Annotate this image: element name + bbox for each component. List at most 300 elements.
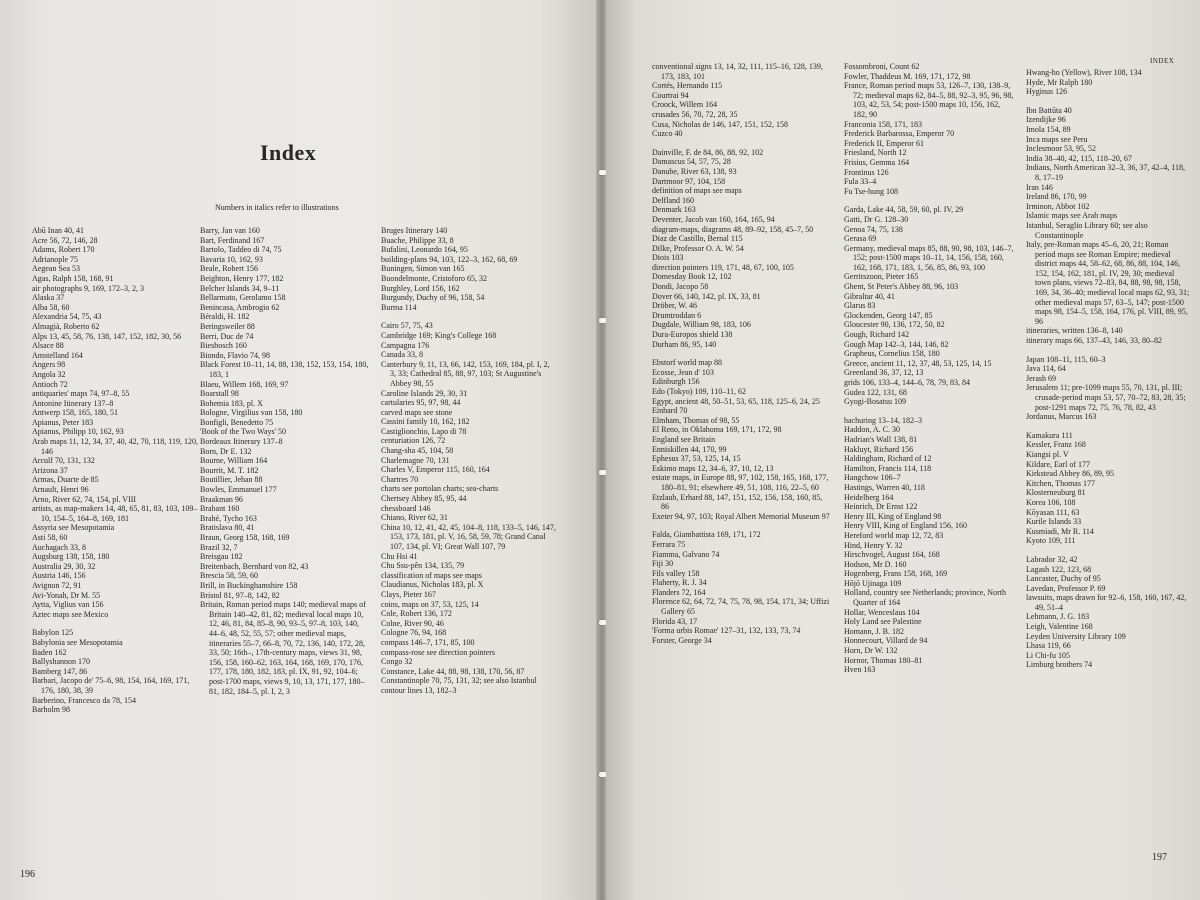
index-entry: Brazil 32, 7: [200, 542, 238, 552]
index-entry: Inclesmoor 53, 95, 52: [1026, 144, 1096, 154]
index-entry: Kessler, Franz 168: [1026, 440, 1086, 450]
index-entry: Buondelmonte, Cristoforo 65, 32: [381, 273, 487, 283]
index-entry: Leyden University Library 109: [1026, 631, 1126, 641]
index-entry: Barholm 98: [32, 705, 70, 715]
index-entry: Kurile Islands 33: [1026, 517, 1082, 527]
index-entry: Hereford world map 12, 72, 83: [844, 530, 944, 540]
index-entry: Gyogi-Bosatsu 109: [844, 397, 906, 407]
index-entry: cartularies 95, 97, 98, 44: [381, 398, 461, 408]
index-entry: Frederick II, Emperor 61: [844, 138, 924, 148]
index-entry: Jerusalem 11; pre-1099 maps 55, 70, 131, pl. III; crusade-period maps 53, 57, 70–72, 83, 28, 35; post-1291 maps 72, 75, 76, 78, 82, 43: [1026, 383, 1186, 412]
index-entry: Bonfigli, Benedetto 75: [200, 417, 274, 427]
index-entry: Alaska 37: [32, 293, 65, 303]
index-entry: Gloucester 90, 136, 172, 50, 82: [844, 320, 945, 330]
index-column-1: [32, 226, 202, 715]
index-entry: Canterbury 9, 11, 13, 66, 142, 153, 169, 184, pl. I, 2, 3, 33; Cathedral 85, 88, 97, 103; St Augustine's Abbey 98, 55: [381, 359, 550, 388]
index-entry: Campagna 176: [381, 340, 430, 350]
index-entry: Congo 32: [381, 657, 413, 667]
index-entry: Ferrara 75: [652, 539, 686, 549]
index-entry: Assyria see Mesopotamia: [32, 523, 115, 533]
index-entry: Florence 62, 64, 72, 74, 75, 78, 98, 154, 171, 34; Uffizi Gallery 65: [652, 597, 830, 617]
index-entry: Haddon, A. C. 30: [844, 425, 900, 435]
index-entry: Bristol 81, 97–8, 142, 82: [200, 590, 280, 600]
index-entry: Gudea 122, 131, 68: [844, 387, 907, 397]
index-entry: Friesland, North 12: [844, 148, 907, 158]
index-column-5: [844, 62, 1016, 675]
index-entry: Apianus, Philipp 10, 162, 93: [32, 427, 124, 437]
index-entry: Apianus, Peter 183: [32, 417, 94, 427]
index-entry: Kusmiadi, Mr R. 114: [1026, 526, 1094, 536]
index-entry: Exeter 94, 97, 103; Royal Albert Memorial Museum 97: [652, 511, 830, 521]
index-entry: Domesday Book 12, 102: [652, 272, 732, 282]
index-entry: Bruges Itinerary 140: [381, 226, 448, 235]
index-entry: Chang-sha 45, 104, 58: [381, 446, 454, 456]
index-entry: Benincasa, Ambrogio 62: [200, 302, 280, 312]
index-entry: contour lines 13, 182–3: [381, 685, 457, 695]
index-entry: building-plans 94, 103, 122–3, 162, 68, 69: [381, 254, 518, 264]
index-entry: Istanbul, Seraglio Library 60; see also Constantinople: [1026, 220, 1148, 240]
index-entry: Bavaria 10, 162, 93: [200, 254, 263, 264]
index-entry: Diois 103: [652, 253, 684, 263]
index-entry: Kyoto 109, 111: [1026, 536, 1076, 546]
index-entry: Alsace 88: [32, 341, 64, 351]
index-entry: Caroline Islands 29, 30, 31: [381, 388, 468, 398]
index-entry: England see Britain: [652, 434, 716, 444]
index-entry: Gibraltar 40, 41: [844, 291, 895, 301]
index-entry: Hollar, Wenceslaus 104: [844, 607, 920, 617]
index-entry: Breisgau 182: [200, 552, 243, 562]
index-entry: Li Chi-fu 105: [1026, 650, 1070, 660]
index-entry: Ibn Battūta 40: [1026, 105, 1072, 115]
index-entry: Antonine Itinerary 137–8: [32, 398, 114, 408]
index-entry: Buningen, Simon van 165: [381, 264, 465, 274]
index-entry: Aztec maps see Mexico: [32, 609, 109, 619]
index-entry: Hamilton, Francis 114, 118: [844, 463, 932, 473]
index-entry: diagram-maps, diagrams 48, 89–92, 158, 45–7, 50: [652, 224, 814, 234]
index-entry: Beale, Robert 156: [200, 264, 258, 274]
index-entry: Greenland 36, 37, 12, 13: [844, 368, 924, 378]
index-entry: Avignon 72, 91: [32, 580, 82, 590]
index-entry: Brill, in Buckinghamshire 158: [200, 580, 298, 590]
index-entry: Australia 29, 30, 32: [32, 561, 96, 571]
index-entry: Dainville, F. de 84, 86, 88, 92, 102: [652, 147, 764, 157]
index-entry: Gough, Richard 142: [844, 330, 910, 340]
index-entry: Gerasa 69: [844, 234, 877, 244]
index-entry: Hakluyt, Richard 156: [844, 444, 914, 454]
index-entry: Auchagach 33, 8: [32, 542, 86, 552]
index-entry: Edo (Tokyo) 109, 110–11, 62: [652, 387, 746, 396]
index-entry: Alba 58, 60: [32, 302, 70, 312]
index-entry: Elmham, Thomas of 98, 55: [652, 415, 740, 425]
index-entry: Homann, J. B. 182: [844, 626, 904, 636]
index-entry: Fossombroni, Count 62: [844, 62, 920, 71]
running-head: INDEX: [1150, 57, 1175, 65]
index-entry: Acre 56, 72, 146, 28: [32, 235, 98, 245]
letter-gap: [1026, 346, 1190, 355]
index-entry: coins, maps on 37, 53, 125, 14: [381, 599, 479, 609]
index-entry: Avi-Yonah, Dr M. 55: [32, 590, 101, 600]
index-entry: Barberino, Francesco da 78, 154: [32, 695, 136, 705]
letter-gap: [652, 521, 830, 530]
index-entry: Korea 106, 108: [1026, 497, 1076, 507]
index-entry: Damascus 54, 57, 75, 28: [652, 157, 731, 167]
index-entry: Bufalini, Leonardo 164, 95: [381, 245, 468, 255]
index-title: Index: [260, 140, 317, 165]
index-entry: El Reno, in Oklahoma 169, 171, 172, 98: [652, 425, 782, 435]
index-entry: Hyginus 126: [1026, 87, 1068, 97]
index-entry: Egypt, ancient 48, 50–51, 53, 65, 118, 125–6, 24, 25: [652, 396, 820, 406]
index-entry: Bologne, Virgilius van 158, 180: [200, 408, 303, 418]
index-entry: Barry, Jan van 160: [200, 226, 260, 235]
index-entry: Hven 163: [844, 665, 876, 675]
index-entry: Horn, Dr W. 132: [844, 646, 898, 656]
index-entry: Britain, Roman period maps 140; medieval maps of Britain 140–42, 81, 82; medieval local maps 10, 12, 46, 81, 84, 85–8, 90, 93–5, 97–8, 103, 140, 44–6, 48, 52, 55, 57; other medieval maps, itineraries 55–7, 66–8, 70, 72, 136, 140, 172, 28, 33, 50; 16th–, 17th-century maps, views 31, 98, 156, 158, 160–62, 163, 164, 168, 169, 170, 176, 177, 178, 180, 182, 183, pl. IX, 91, 92, 104–6; post-1700 maps, views 9, 10, 13, 171, 177, 180–81, 182, 184–5, pl. I, 2, 3: [200, 600, 366, 696]
index-entry: estate maps, in Europe 88, 97, 102, 158, 165, 168, 177, 180–81, 91; elsewhere 49, 51, 108, 116, 22–5, 60: [652, 473, 829, 492]
index-entry: Henry VIII, King of England 156, 160: [844, 521, 967, 531]
index-entry: Limburg brothers 74: [1026, 660, 1093, 670]
index-entry: Enniskillen 44, 170, 99: [652, 444, 727, 454]
index-entry: Hogenberg, Frans 158, 168, 169: [844, 569, 948, 579]
index-entry: Ballyshannon 170: [32, 657, 90, 667]
index-entry: Hind, Henry Y. 32: [844, 540, 903, 550]
index-entry: Fowler, Thaddeus M. 169, 171, 172, 98: [844, 71, 971, 81]
index-entry: Berri, Duc de 74: [200, 331, 254, 341]
index-entry: Genoa 74, 75, 138: [844, 224, 903, 234]
index-entry: Florida 43, 17: [652, 616, 698, 626]
index-entry: Babylonia see Mesopotamia: [32, 637, 123, 647]
index-entry: Holy Land see Palestine: [844, 617, 922, 627]
index-entry: charts see portolan charts; sea-charts: [381, 484, 499, 494]
index-entry: Chartres 70: [381, 474, 419, 484]
index-entry: Brescia 58, 59, 60: [200, 571, 258, 581]
index-column-4: [652, 62, 830, 645]
index-entry: carved maps see stone: [381, 407, 453, 417]
index-entry: Bratislava 80, 41: [200, 523, 255, 533]
index-entry: Etzlaub, Erhard 88, 147, 151, 152, 156, 158, 160, 85, 86: [652, 492, 823, 512]
page-number-left: 196: [20, 869, 35, 880]
letter-gap: [844, 196, 1016, 205]
index-entry: Imola 154, 89: [1026, 124, 1071, 134]
index-entry: Bourne, William 164: [200, 456, 268, 466]
index-entry: lawsuits, maps drawn for 92–6, 158, 160, 167, 42, 49, 51–4: [1026, 593, 1187, 612]
index-entry: Edinburgh 156: [652, 377, 700, 387]
index-entry: Ghent, St Peter's Abbey 88, 96, 103: [844, 282, 959, 292]
index-entry: Bart, Ferdinand 167: [200, 235, 265, 245]
index-entry: Beighton, Henry 177, 182: [200, 273, 284, 283]
index-entry: Croock, Willem 164: [652, 100, 718, 110]
index-entry: Jordanus, Marcus 163: [1026, 412, 1097, 422]
index-entry: Danube, River 63, 138, 93: [652, 166, 737, 176]
letter-gap: [1026, 546, 1190, 555]
index-entry: Courtrai 94: [652, 90, 689, 100]
index-entry: Béraldi, H. 182: [200, 312, 250, 322]
index-entry: Kildare, Earl of 177: [1026, 459, 1090, 469]
index-entry: Adams, Robert 170: [32, 245, 95, 255]
index-entry: Colne, River 90, 46: [381, 618, 444, 628]
index-entry: Armas, Duarte de 85: [32, 475, 99, 485]
index-entry: Angola 32: [32, 369, 66, 379]
index-entry: Frederick Barbarossa, Emperor 70: [844, 129, 955, 139]
index-entry: Bellarmato, Gerolamo 158: [200, 293, 286, 303]
right-page: [606, 0, 1200, 900]
index-entry: Hangchow 106–7: [844, 473, 901, 483]
index-entry: Irminon, Abbot 102: [1026, 201, 1090, 211]
index-entry: Lavedan, Professor P. 69: [1026, 583, 1106, 593]
index-entry: Labrador 32, 42: [1026, 554, 1078, 564]
index-entry: Grapheus, Cornelius 158, 180: [844, 349, 940, 359]
index-entry: Holland, country see Netherlands; province, North Quarter of 164: [844, 588, 1006, 608]
index-entry: Aytta, Viglius van 156: [32, 600, 104, 610]
index-entry: Klosterneuburg 81: [1026, 488, 1086, 498]
index-entry: Born, Dr E. 132: [200, 446, 252, 456]
index-entry: direction pointers 119, 171, 48, 67, 100, 105: [652, 262, 794, 272]
index-entry: Buache, Philippe 33, 8: [381, 235, 454, 245]
index-entry: Lehmann, J. G. 183: [1026, 612, 1090, 622]
index-entry: Hōjō Ujinaga 109: [844, 578, 902, 588]
letter-gap: [844, 407, 1016, 416]
index-entry: Indians, North American 32–3, 36, 37, 42–4, 118, 8, 17–19: [1026, 163, 1186, 182]
index-entry: Boutillier, Jehan 88: [200, 475, 263, 485]
index-entry: Ireland 86, 170, 99: [1026, 192, 1087, 202]
index-entry: Hirschvogel, August 164, 168: [844, 550, 940, 560]
index-entry: chessboard 146: [381, 503, 431, 513]
index-entry: Flaherty, R. J. 34: [652, 578, 707, 588]
index-entry: Fula 33–4: [844, 177, 877, 187]
index-entry: Glockenden, Georg 147, 85: [844, 310, 933, 320]
index-entry: Cassini family 10, 162, 182: [381, 417, 470, 427]
index-entry: Babylon 125: [32, 628, 74, 638]
index-entry: Dura-Europos shield 138: [652, 330, 733, 340]
index-entry: Haldingham, Richard of 12: [844, 454, 932, 464]
index-entry: Constantinople 70, 75, 131, 32; see also Istanbul: [381, 676, 537, 686]
index-entry: Dilke, Professor O. A. W. 54: [652, 243, 744, 253]
index-entry: Ecosse, Jean d' 103: [652, 367, 714, 377]
index-entry: Honnecourt, Villard de 94: [844, 636, 928, 646]
index-entry: Franconia 158, 171, 183: [844, 119, 922, 129]
letter-gap: [652, 349, 830, 358]
index-entry: Chu Hsi 41: [381, 551, 418, 561]
index-entry: Braakman 96: [200, 494, 243, 504]
index-entry: Austria 146, 156: [32, 571, 86, 581]
index-entry: Arculf 70, 131, 132: [32, 456, 95, 466]
index-entry: Japan 108–11, 115, 60–3: [1026, 354, 1106, 364]
index-entry: Frontinus 126: [844, 167, 889, 177]
index-entry: hachuring 13–14, 182–3: [844, 415, 922, 425]
index-entry: Italy, pre-Roman maps 45–6, 20, 21; Roman period maps see Roman Empire; medieval district maps 44, 58–62, 68, 86, 88, 104, 146, 152, 154, 162, 181, pl. IV, 29, 30; medieval town plans, views 72–83, 84, 88, 98, 98, 158, 169, 34, 36–40; medieval local maps 62, 93, 31; other medieval maps 57, 63–5, 147; post-1500 maps 98, 154–5, 158, 164, 176, pl. VIII, 89, 95, 96: [1026, 240, 1190, 326]
index-entry: Antwerp 158, 165, 180, 51: [32, 408, 118, 418]
index-entry: Hodson, Mr D. 160: [844, 559, 907, 569]
index-entry: Blaeu, Willem 168, 169, 97: [200, 379, 289, 389]
index-entry: Arab maps 11, 12, 34, 37, 40, 42, 70, 118, 119, 120, 146: [32, 437, 198, 456]
index-entry: Castiglionchio, Lapo di 78: [381, 426, 467, 436]
index-entry: Gough Map 142–3, 144, 146, 82: [844, 339, 949, 349]
index-entry: Delfland 160: [652, 195, 694, 205]
index-entry: Chertsey Abbey 85, 95, 44: [381, 494, 467, 504]
index-entry: itinerary maps 66, 137–43, 146, 33, 80–82: [1026, 336, 1162, 346]
index-entry: Fiamma, Galvano 74: [652, 549, 720, 559]
index-column-6: [1026, 68, 1190, 670]
index-entry: centuriation 126, 72: [381, 436, 446, 446]
index-entry: Lagash 122, 123, 68: [1026, 564, 1092, 574]
index-entry: Henry III, King of England 98: [844, 511, 942, 521]
index-entry: Bordeaux Itinerary 137–8: [200, 437, 283, 447]
index-entry: Deventer, Jacob van 160, 164, 165, 94: [652, 214, 775, 224]
index-entry: Agas, Ralph 158, 168, 91: [32, 273, 114, 283]
index-entry: Burghley, Lord 156, 162: [381, 283, 460, 293]
index-entry: Breitenbach, Bernhard von 82, 43: [200, 561, 309, 571]
index-entry: conventional signs 13, 14, 32, 111, 115–16, 128, 139, 173, 183, 101: [652, 62, 823, 81]
index-entry: Garda, Lake 44, 58, 59, 60, pl. IV, 29: [844, 205, 964, 215]
index-entry: Forster, George 34: [652, 635, 712, 645]
index-entry: Cole, Robert 136, 172: [381, 609, 452, 619]
index-entry: Cusa, Nicholas de 146, 147, 151, 152, 158: [652, 119, 788, 129]
index-entry: Angers 98: [32, 360, 66, 370]
index-entry: Cortés, Hernando 115: [652, 81, 723, 91]
index-entry: Dröber, W. 46: [652, 301, 698, 311]
index-entry: Denmark 163: [652, 205, 696, 215]
index-entry: Canada 33, 8: [381, 350, 423, 360]
index-entry: Biesbosch 160: [200, 341, 247, 351]
letter-gap: [32, 619, 202, 628]
letter-gap: [381, 312, 557, 321]
index-entry: Fu Tse-hung 108: [844, 186, 898, 196]
index-entry: Chu Ssu-pên 134, 135, 79: [381, 561, 465, 571]
index-entry: Dover 66, 140, 142, pl. IX, 33, 81: [652, 291, 761, 301]
index-entry: Jerash 69: [1026, 373, 1056, 383]
index-entry: Brabant 160: [200, 504, 240, 514]
index-entry: Burgundy, Duchy of 96, 158, 54: [381, 293, 485, 303]
index-entry: Iran 146: [1026, 182, 1053, 192]
index-entry: Leigh, Valentine 168: [1026, 622, 1093, 632]
index-entry: Biondo, Flavio 74, 98: [200, 350, 271, 360]
index-entry: Chiano, River 62, 31: [381, 513, 448, 523]
index-entry: Braun, Georg 158, 168, 169: [200, 533, 290, 542]
index-entry: Lhasa 119, 66: [1026, 641, 1071, 651]
index-entry: Kitchen, Thomas 177: [1026, 478, 1095, 488]
index-entry: Dondi, Jacopo 58: [652, 282, 709, 292]
index-entry: Kiangsi pl. V: [1026, 449, 1069, 459]
italics-note: Numbers in italics refer to illustrations: [215, 203, 339, 212]
index-entry: Cambridge 169; King's College 168: [381, 330, 497, 340]
index-entry: compass 146–7, 171, 85, 100: [381, 637, 475, 647]
index-entry: 'Forma urbis Romae' 127–31, 132, 133, 73, 74: [652, 626, 801, 636]
index-entry: France, Roman period maps 53, 126–7, 130, 138–9, 72; medieval maps 62, 84–5, 88, 92–3, 95, 96, 98, 103, 42, 53, 54; post-1500 maps 10, 156, 162, 182, 90: [844, 81, 1014, 119]
index-entry: Burma 114: [381, 302, 417, 312]
index-entry: Inca maps see Peru: [1026, 134, 1088, 144]
index-entry: itineraries, written 136–8, 140: [1026, 326, 1123, 336]
index-entry: Greece, ancient 11, 12, 37, 48, 53, 125, 14, 15: [844, 358, 992, 368]
index-entry: Adrianople 75: [32, 254, 78, 264]
index-entry: artists, as map-makers 14, 48, 65, 81, 83, 103, 109–10, 154–5, 164–8, 169, 181: [32, 504, 198, 523]
index-entry: Kamakura 111: [1026, 430, 1073, 440]
index-entry: Bourrit, M. T. 182: [200, 465, 259, 475]
index-entry: Brahé, Tycho 163: [200, 513, 257, 523]
index-entry: Hyde, Mr Ralph 180: [1026, 77, 1093, 87]
index-entry: Dartmoor 97, 104, 158: [652, 176, 726, 186]
index-entry: Hornor, Thomas 180–81: [844, 655, 923, 665]
index-entry: Diaz de Castillo, Bernal 115: [652, 234, 743, 244]
index-entry: Glarus 83: [844, 301, 876, 311]
index-entry: antiquaries' maps 74, 97–8, 55: [32, 389, 130, 399]
index-entry: classification of maps see maps: [381, 570, 482, 580]
index-entry: Heidelberg 164: [844, 492, 894, 502]
index-entry: Kirkstead Abbey 86, 89, 95: [1026, 469, 1114, 479]
index-entry: Alps 13, 45, 58, 76, 138, 147, 152, 182, 30, 56: [32, 331, 182, 341]
index-entry: Lancaster, Duchy of 95: [1026, 574, 1101, 584]
index-entry: Clays, Pieter 167: [381, 589, 436, 599]
index-entry: Einhard 70: [652, 406, 688, 416]
index-entry: Islamic maps see Arab maps: [1026, 211, 1118, 221]
index-entry: Gerritszoon, Pieter 165: [844, 272, 919, 282]
page-number-right: 197: [1152, 852, 1167, 863]
index-entry: Ephesus 37, 53, 125, 14, 15: [652, 454, 741, 464]
index-entry: Arnault, Henri 96: [32, 485, 89, 495]
index-entry: Ebstorf world map 88: [652, 358, 722, 368]
index-column-2: [200, 226, 372, 696]
index-entry: Asti 58, 60: [32, 533, 68, 542]
letter-gap: [652, 139, 830, 148]
index-entry: Amstelland 164: [32, 350, 83, 360]
index-entry: Antioch 72: [32, 379, 68, 389]
index-entry: Frisius, Gemma 164: [844, 157, 910, 167]
index-entry: compass-rose see direction pointers: [381, 647, 495, 657]
index-entry: Abū Inan 40, 41: [32, 226, 84, 235]
index-entry: Belcher Islands 34, 9–11: [200, 283, 280, 293]
index-entry: Dugdale, William 98, 183, 106: [652, 320, 751, 330]
index-entry: Cairo 57, 75, 43: [381, 321, 433, 331]
index-entry: Germany, medieval maps 85, 88, 90, 98, 103, 146–7, 152; post-1500 maps 10–11, 14, 156, 158, 160, 162, 168, 171, 183, 1, 56, 85, 86, 93, 100: [844, 243, 1014, 272]
index-entry: Alexandria 54, 75, 43: [32, 312, 102, 322]
index-entry: Fiji 30: [652, 559, 674, 569]
index-entry: Barbari, Jacopo de' 75–6, 98, 154, 164, 169, 171, 176, 180, 38, 39: [32, 676, 190, 695]
index-entry: Durham 86, 95, 140: [652, 339, 717, 349]
index-column-3: [381, 226, 557, 696]
index-entry: air photographs 9, 169, 172–3, 2, 3: [32, 283, 144, 293]
index-entry: Arno, River 62, 74, 154, pl. VIII: [32, 494, 137, 504]
index-entry: Eskimo maps 12, 34–6, 37, 10, 12, 13: [652, 463, 774, 473]
index-entry: Heinrich, Dr Ernst 122: [844, 502, 918, 512]
index-entry: Boarstall 98: [200, 389, 239, 399]
index-entry: Izendijke 96: [1026, 115, 1066, 125]
index-entry: Bowles, Emmanuel 177: [200, 485, 277, 495]
letter-gap: [1026, 97, 1190, 106]
index-entry: Java 114, 64: [1026, 364, 1066, 374]
index-entry: Flanders 72, 164: [652, 587, 706, 597]
index-entry: Hadrian's Wall 138, 81: [844, 434, 918, 444]
index-entry: Constance, Lake 44, 88, 98, 138, 170, 56, 87: [381, 666, 525, 676]
index-entry: Charles V, Emperor 115, 160, 164: [381, 465, 490, 475]
index-entry: 'Book of the Two Ways' 50: [200, 427, 287, 437]
index-entry: Bartolo, Taddeo di 74, 75: [200, 245, 282, 255]
index-entry: definition of maps see maps: [652, 186, 742, 196]
index-entry: Baden 162: [32, 647, 67, 657]
index-entry: Augsburg 138, 158, 180: [32, 552, 110, 562]
index-entry: Drumtroddan 6: [652, 310, 702, 320]
letter-gap: [1026, 422, 1190, 431]
index-entry: Black Forest 10–11, 14, 88, 138, 152, 153, 154, 180, 183, 1: [200, 360, 369, 379]
index-entry: Falda, Giambattista 169, 171, 172: [652, 530, 761, 540]
index-entry: Hwang-ho (Yellow), River 108, 134: [1026, 68, 1142, 77]
index-entry: Charlemagne 70, 131: [381, 455, 450, 465]
index-entry: Arizona 37: [32, 465, 68, 475]
index-entry: Almagià, Roberto 62: [32, 321, 100, 331]
index-entry: India 38–40, 42, 115, 118–20, 67: [1026, 153, 1132, 163]
index-entry: Fils valley 158: [652, 568, 700, 578]
index-entry: Hastings, Warren 40, 118: [844, 482, 925, 492]
index-entry: Kōyasan 111, 63: [1026, 507, 1080, 517]
index-entry: Bohemia 183, pl. X: [200, 398, 263, 408]
index-entry: grids 106, 133–4, 144–6, 78, 79, 83, 84: [844, 378, 970, 387]
